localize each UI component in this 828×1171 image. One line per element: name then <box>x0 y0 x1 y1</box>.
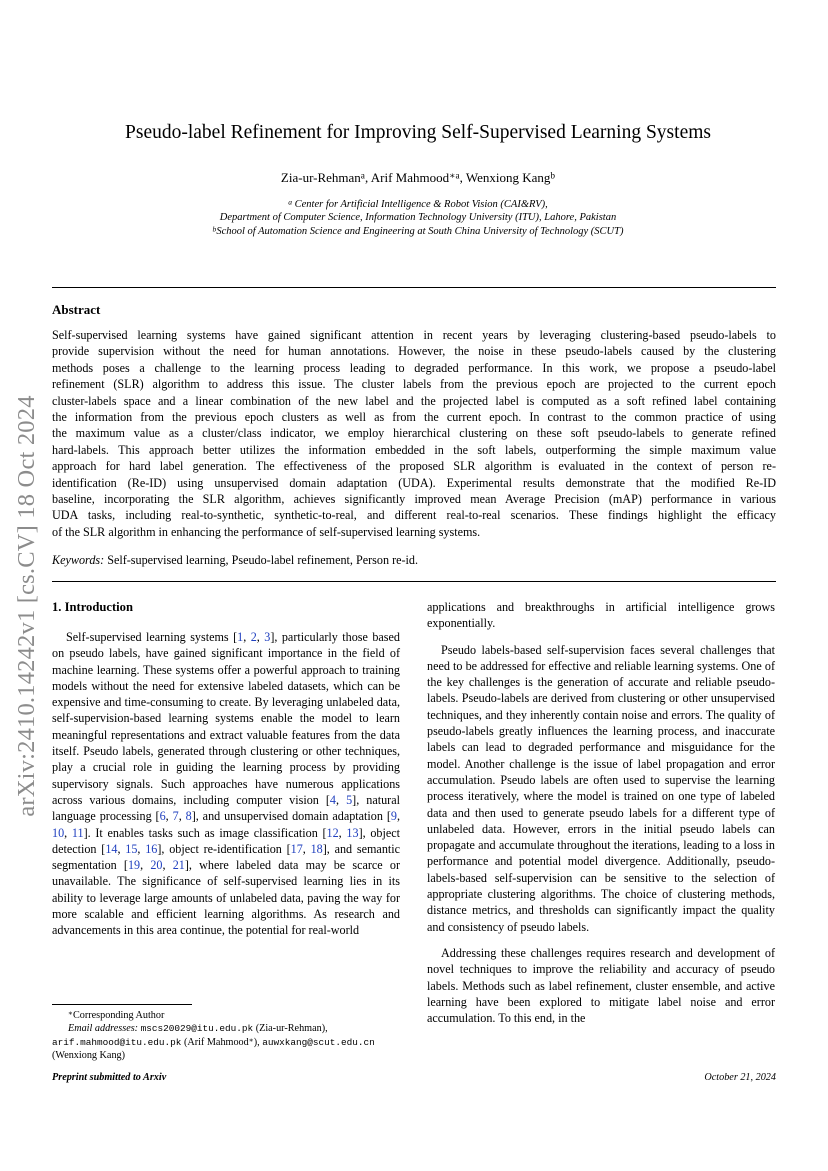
author-name: Zia-ur-Rehman <box>280 170 361 185</box>
footnote-rule <box>52 1004 192 1005</box>
author-name: Arif Mahmood <box>370 170 450 185</box>
abstract-line: Self-supervised learning systems have gained significant attention in recent years by leveraging clustering-based pseudo-labels to <box>52 328 776 342</box>
abstract-line: cluster-labels space and a linear combination of the new label and the projected label is computed as a soft refined label containing <box>52 393 776 408</box>
abstract-line: hard-labels. This approach better utilizes the information embedded in the soft labels, outperforming the simple maximum value <box>52 442 776 457</box>
citation-link[interactable]: 8 <box>185 809 192 824</box>
author-list: Zia-ur-Rehman$^a$, Arif Mahmood$^{∗a}$, Wenxiong Kang$^b$ <box>280 170 556 185</box>
abstract-body <box>52 327 776 540</box>
citation-link[interactable]: 20 <box>150 858 163 873</box>
citation-link[interactable]: 6 <box>159 809 166 824</box>
citation-link[interactable]: 21 <box>172 858 185 873</box>
citation-link[interactable]: 13 <box>346 825 359 840</box>
keywords-label: Keywords: <box>52 553 105 567</box>
corresponding-author-note: ∗Corresponding Author <box>68 1008 165 1021</box>
citation-link[interactable]: 11 <box>71 825 84 840</box>
paragraph: Addressing these challenges requires research and development of novel techniques to improve the reliability and accuracy of pseudo labels. Methods such as label refinement, cluster ensemble, and active learning have been explored to mitigate label noise and error accumulation. To this end, in the <box>427 945 775 1026</box>
abstract-line: identification (Re-ID) using unsupervised domain adaptation (UDA). Experimental results demonstrate that the modified Re-ID <box>52 475 776 490</box>
citation-link[interactable]: 9 <box>390 809 397 824</box>
citation-link[interactable]: 5 <box>346 792 353 807</box>
abstract-line: the maximum value as a cluster/class indicator, we employ hierarchical clustering on these soft pseudo-labels to generate refined <box>52 426 776 441</box>
abstract-line: provide supervision without the need for human annotations. However, the noise in these pseudo-labels caused by the clustering <box>52 344 776 359</box>
section-heading-introduction: 1. Introduction <box>52 600 133 614</box>
abstract-line: the information from the previous epoch clusters as well as from the current epoch. In contrast to the common practice of using <box>52 409 776 424</box>
citation-link[interactable]: 17 <box>290 841 303 856</box>
abstract-line: refinement (SLR) algorithm to address this issue. The cluster labels from the previous epoch are projected to the current epoch <box>52 377 776 392</box>
paragraph: Pseudo labels-based self-supervision faces several challenges that need to be addressed for effective and reliable learning systems. One of the key challenges is the generation of accurate and reliable pseudo-labels. Pseudo-labels are derived from clustering or other unsupervised techniques, and they inherently contain noise and errors. The quality of pseudo-labels greatly influences the learning process, and inaccurate labels can lead to degraded performance and misguidance for the model. Another challenge is the issue of label propagation and error accumulation. Pseudo labels are often used to supervise the learning process iteratively, where the model is trained on one type of labeled data and then used to generate pseudo labels for a different type of unlabeled data. However, errors in the initial pseudo labels can propagate and accumulate throughout the iterations, leading to a loss in performance and potential model divergence. Additionally, pseudo-labels-based self-supervision can be sensitive to the selection of appropriate clustering algorithms. The choice of clustering methods, distance metrics, and thresholds can significantly impact the quality and consistency of pseudo labels. <box>427 642 775 934</box>
citation-link[interactable]: 7 <box>172 809 179 824</box>
abstract-line: approach for hard label generation. The effectiveness of the proposed SLR algorithm is evaluated in the context of person re- <box>52 459 776 474</box>
affiliations <box>60 198 776 238</box>
mid-rule <box>52 581 776 582</box>
citation-link[interactable]: 10 <box>52 825 65 840</box>
email-link[interactable]: mscs20029@itu.edu.pk <box>140 1023 254 1035</box>
citation-link[interactable]: 1 <box>237 630 244 644</box>
keywords <box>52 553 418 568</box>
citation-link[interactable]: 3 <box>264 630 271 644</box>
paragraph: applications and breakthroughs in artificial intelligence grows exponentially. <box>427 600 775 631</box>
intro-paragraph: Self-supervised learning systems [1, 2, 3], particularly those based on pseudo labels, have gained significant importance in the field of machine learning. These systems offer a powerful approach to training models without the need for extensive labeled datasets, which can be expensive and time-consuming to create. By leveraging unlabeled data, self-supervision-based learning systems enable the model to learn meaningful representations and extract valuable features from the data itself. Pseudo labels, generated through clustering or other techniques, play a crucial role in guiding the learning process by providing supervisory signals. Such approaches have numerous applications across various domains, including computer vision [4, 5], natural language processing [6, 7, 8], and unsupervised domain adaptation [9, 10, 11]. It enables tasks such as image classification [12, 13], object detection [14, 15, 16], object re-identification [17, 18], and semantic segmentation [19, 20, 21], where labeled data may be scarce or unavailable. The significance of self-supervised learning lies in its ability to leverage large amounts of unlabeled data, paving the way for more scalable and efficient learning algorithms. As research and advancements in this area continue, the potential for real-world <box>52 630 401 938</box>
abstract-line: methods poses a challenge to the learning process leading to degraded performance. In this work, we propose a pseudo-label <box>52 360 776 375</box>
abstract-heading: Abstract <box>52 302 101 317</box>
email-addresses-end: (Wenxiong Kang) <box>52 1050 126 1062</box>
affiliation-b: $^b$School of Automation Science and Engineering at South China University of Technology (SCUT) <box>212 224 624 237</box>
abstract-line: UDA tasks, including real-to-synthetic, synthetic-to-real, and different real-to-real scenarios. These findings highlight the efficacy <box>52 508 776 523</box>
citation-link[interactable]: 19 <box>127 858 141 873</box>
email-addresses-cont: arif.mahmood@itu.edu.pk (Arif Mahmood∗), auwxkang@scut.edu.cn <box>52 1035 375 1048</box>
affiliation-a-dept: Department of Computer Science, Information Technology University (ITU), Lahore, Pakistan <box>219 212 617 224</box>
citation-link[interactable]: 4 <box>329 792 336 807</box>
citation-link[interactable]: 18 <box>310 841 323 856</box>
top-rule <box>52 287 776 288</box>
right-column <box>427 599 775 1036</box>
left-column <box>52 629 400 949</box>
abstract-line: baseline, incorporating the SLR algorithm, achieves significantly improved mean Average Precision (mAP) performance in various <box>52 491 776 506</box>
citation-link[interactable]: 15 <box>125 841 138 856</box>
arxiv-side-identifier: arXiv:2410.14242v1 [cs.CV] 18 Oct 2024 <box>13 395 40 817</box>
email-link[interactable]: auwxkang@scut.edu.cn <box>262 1036 375 1048</box>
footnote <box>52 1009 400 1063</box>
citation-link[interactable]: 14 <box>105 841 118 856</box>
citation-link[interactable]: 2 <box>250 630 257 644</box>
affiliation-a: $^a$ Center for Artificial Intelligence & Robot Vision (CAI&RV), <box>288 197 548 210</box>
citation-link[interactable]: 16 <box>145 841 158 856</box>
footer-left: Preprint submitted to Arxiv <box>52 1072 167 1083</box>
email-addresses: Email addresses: mscs20029@itu.edu.pk (Zia-ur-Rehman), <box>68 1023 328 1035</box>
paper-title: Pseudo-label Refinement for Improving Self-Supervised Learning Systems <box>125 122 711 143</box>
footer-date: October 21, 2024 <box>704 1072 776 1083</box>
abstract-line: of the SLR algorithm in enhancing the performance of self-supervised learning systems. <box>52 524 481 539</box>
keywords-text: Self-supervised learning, Pseudo-label refinement, Person re-id. <box>104 553 419 567</box>
author-name: Wenxiong Kang <box>465 170 551 185</box>
email-link[interactable]: arif.mahmood@itu.edu.pk <box>52 1036 182 1048</box>
citation-link[interactable]: 12 <box>326 825 339 840</box>
